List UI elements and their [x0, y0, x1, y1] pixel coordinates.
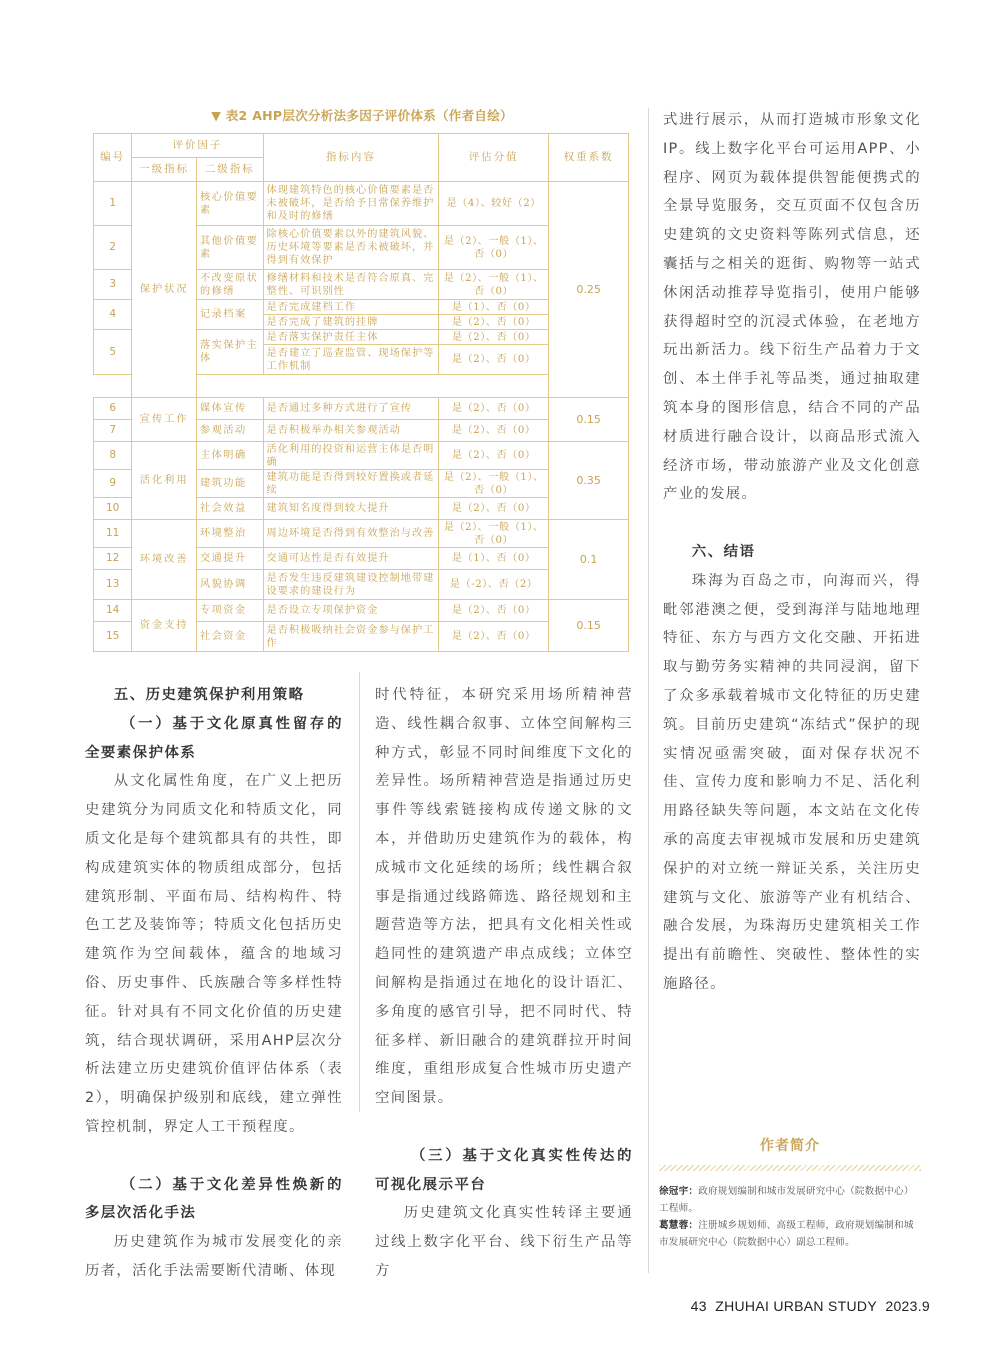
content-cell: 除核心价值要素以外的建筑风貌、历史环境等要素是否未被破坏，并得到有效保护: [263, 226, 439, 270]
score-cell: 是（2）、否（0）: [439, 442, 549, 470]
content-cell: 交通可达性是否有效提升: [263, 548, 439, 570]
row-number: 8: [94, 442, 132, 470]
level1-cell: 活化利用: [132, 442, 197, 520]
content-cell: 体现建筑特色的核心价值要素是否未被破坏，是否给予日常保养维护和及时的修缮: [263, 182, 439, 226]
level2-cell: 社会资金: [196, 622, 263, 652]
level2-cell: 交通提升: [196, 548, 263, 570]
content-cell: 建筑功能是否得到较好置换或者延续: [263, 470, 439, 498]
page-footer: [690, 1298, 930, 1314]
score-cell: 是（2）、一般（1）、否（0）: [439, 270, 549, 300]
row-number: 11: [94, 520, 132, 548]
score-cell: 是（2）、一般（1）、否（0）: [439, 470, 549, 498]
header-level1: 一级指标: [132, 158, 197, 182]
hatch-divider: [659, 1165, 921, 1171]
weight-cell: 0.25: [549, 182, 629, 398]
content-cell: 是否积极举办相关参观活动: [263, 420, 439, 442]
row-number: 7: [94, 420, 132, 442]
table-row: [94, 600, 629, 622]
row-number: 12: [94, 548, 132, 570]
subsection-3-body-start: 历史建筑文化真实性转译主要通过线上数字化平台、线下衍生产品等方: [375, 1205, 633, 1279]
section-6-title: 六、结语: [691, 543, 756, 560]
column-divider: [648, 108, 649, 1273]
content-cell: 是否通过多种方式进行了宣传: [263, 398, 439, 420]
header-level2: 二级指标: [196, 158, 263, 182]
score-cell: 是（2）、否（0）: [439, 622, 549, 652]
content-cell: 是否落实保护责任主体: [263, 330, 439, 345]
subsection-1-title: （一）基于文化原真性留存的全要素保护体系: [85, 715, 343, 761]
content-cell: 是否设立专项保护资金: [263, 600, 439, 622]
content-cell: 是否积极吸纳社会资金参与保护工作: [263, 622, 439, 652]
score-cell: 是（2）、否（0）: [439, 345, 549, 375]
weight-cell: 0.15: [549, 600, 629, 652]
content-cell: 建筑知名度得到较大提升: [263, 498, 439, 520]
content-cell: 是否建立了巡查监管、现场保护等工作机制: [263, 345, 439, 375]
level1-cell: 资金支持: [132, 600, 197, 652]
score-cell: 是（2）、否（0）: [439, 315, 549, 330]
header-factor: 评价因子: [132, 134, 263, 158]
author-entry: [659, 1183, 921, 1217]
text-column-3: [663, 106, 921, 999]
header-content: 指标内容: [263, 134, 439, 182]
subsection-1-body: 从文化属性角度，在广义上把历史建筑分为同质文化和特质文化，同质文化是每个建筑都具有的共性，即构成建筑实体的物质组成部分，包括建筑形制、平面布局、结构构件、特色工艺及装饰等；特质文化包括历史建筑作为空间载体，蕴含的地域习俗、历史事件、氏族融合等多样性特征。针对具有不同文化价值的历史建筑，结合现状调研，采用AHP层次分析法建立历史建筑价值评估体系（表2），明确保护级别和底线，建立弹性管控机制，界定人工干预程度。: [85, 773, 343, 1135]
level2-cell: 参观活动: [196, 420, 263, 442]
table-row: [94, 442, 629, 470]
level2-cell: 记录档案: [196, 300, 263, 330]
content-cell: 是否完成建档工作: [263, 300, 439, 315]
score-cell: 是（2）、否（0）: [439, 398, 549, 420]
score-cell: 是（1）、否（0）: [439, 300, 549, 315]
level2-cell: 主体明确: [196, 442, 263, 470]
score-cell: 是（2）、一般（1）、否（0）: [439, 226, 549, 270]
table-caption: ▼ 表2 AHP层次分析法多因子评价体系（作者自绘）: [211, 108, 513, 123]
table-row: [94, 520, 629, 548]
level2-cell: 落实保护主体: [196, 330, 263, 375]
row-number: 1: [94, 182, 132, 226]
row-number: 9: [94, 470, 132, 498]
table-row: [94, 182, 629, 226]
score-cell: 是（2）、否（0）: [439, 330, 549, 345]
level1-cell: 宣传工作: [132, 398, 197, 442]
header-number: 编号: [94, 134, 132, 182]
row-number: 3: [94, 270, 132, 300]
row-number: 6: [94, 398, 132, 420]
row-number: 4: [94, 300, 132, 330]
weight-cell: 0.35: [549, 442, 629, 520]
weight-cell: 0.15: [549, 398, 629, 442]
weight-cell: 0.1: [549, 520, 629, 600]
level2-cell: 风貌协调: [196, 570, 263, 600]
text-column-2: [375, 681, 633, 1286]
level2-cell: 核心价值要素: [196, 182, 263, 226]
ahp-evaluation-table: [93, 133, 629, 652]
header-score: 评估分值: [439, 134, 549, 182]
subsection-2-body-cont: 时代特征，本研究采用场所精神营造、线性耦合叙事、立体空间解构三种方式，彰显不同时间维度下文化的差异性。场所精神营造是指通过历史事件等线索链接构成传递文脉的文本，并借助历史建筑作为的载体，构成城市文化延续的场所；线性耦合叙事是指通过线路筛选、路径规划和主题营造等方法，把具有文化相关性或趋同性的建筑遗产串点成线；立体空间解构是指通过在地化的设计语汇、多角度的感官引导，把不同时代、特征多样、新旧融合的建筑群拉开时间维度，重组形成复合性城市历史遗产空间图景。: [375, 687, 633, 1107]
level2-cell: 专项资金: [196, 600, 263, 622]
row-number: 15: [94, 622, 132, 652]
score-cell: 是（2）、否（0）: [439, 498, 549, 520]
level1-cell: 保护状况: [132, 182, 197, 398]
level2-cell: 建筑功能: [196, 470, 263, 498]
subsection-3-body-cont: 式进行展示，从而打造城市形象文化IP。线上数字化平台可运用APP、小程序、网页为载体提供智能便携式的全景导览服务，交互页面不仅包含历史建筑的文史资料等陈列式信息，还囊括与之相关的逛街、购物等一站式休闲活动推荐导览指引，使用户能够获得超时空的沉浸式体验，在老地方玩出新活力。线下衍生产品着力于文创、本土伴手礼等品类，通过抽取建筑本身的图形信息，结合不同的产品材质进行融合设计，以商品形式流入经济市场，带动旅游产业及文化创意产业的发展。: [663, 112, 921, 503]
row-number: 14: [94, 600, 132, 622]
content-cell: 修缮材料和技术是否符合原真、完整性、可识别性: [263, 270, 439, 300]
score-cell: 是（2）、否（0）: [439, 420, 549, 442]
section-5-title: 五、历史建筑保护利用策略: [113, 687, 305, 703]
score-cell: 是（-2）、否（2）: [439, 570, 549, 600]
row-number: 2: [94, 226, 132, 270]
issue-date: 2023.9: [885, 1298, 930, 1314]
level2-cell: 环境整治: [196, 520, 263, 548]
score-cell: 是（2）、否（0）: [439, 600, 549, 622]
content-cell: 是否完成了建筑的挂牌: [263, 315, 439, 330]
page-number: 43: [690, 1298, 707, 1314]
subsection-3-title: （三）基于文化真实性传达的可视化展示平台: [375, 1147, 633, 1193]
row-number: 10: [94, 498, 132, 520]
author-entry: [659, 1217, 921, 1251]
author-desc: 政府规划编制和城市发展研究中心（院数据中心）工程师。: [659, 1186, 914, 1214]
text-column-1: [85, 681, 343, 1286]
level2-cell: 媒体宣传: [196, 398, 263, 420]
row-number: 13: [94, 570, 132, 600]
level2-cell: 社会效益: [196, 498, 263, 520]
content-cell: 周边环境是否得到有效整治与改善: [263, 520, 439, 548]
section-6-body: 珠海为百岛之市，向海而兴，得毗邻港澳之便，受到海洋与陆地地理特征、东方与西方文化交融、开拓进取与勤劳务实精神的共同浸润，留下了众多承载着城市文化特征的历史建筑。目前历史建筑“冻结式”保护的现实情况亟需突破，面对保存状况不佳、宣传力度和影响力不足、活化利用路径缺失等问题，本文站在文化传承的高度去审视城市发展和历史建筑保护的对立统一辩证关系，关注历史建筑与文化、旅游等产业有机结合、融合发展，为珠海历史建筑相关工作提出有前瞻性、突破性、整体性的实施路径。: [663, 572, 921, 992]
content-cell: 是否发生违反建筑建设控制地带建设要求的建设行为: [263, 570, 439, 600]
subsection-2-body-start: 历史建筑作为城市发展变化的亲历者，活化手法需要断代清晰、体现: [85, 1234, 343, 1279]
level1-cell: 环境改善: [132, 520, 197, 600]
score-cell: 是（4）、较好（2）: [439, 182, 549, 226]
author-name: 葛慧蓉：: [659, 1220, 699, 1231]
author-desc: 注册城乡规划师、高级工程师，政府规划编制和城市发展研究中心（院数据中心）副总工程师。: [659, 1220, 914, 1248]
author-intro: [655, 1135, 925, 1251]
score-cell: 是（2）、一般（1）、否（0）: [439, 520, 549, 548]
column-divider: [359, 672, 360, 1112]
journal-name: ZHUHAI URBAN STUDY: [715, 1298, 877, 1314]
header-weight: 权重系数: [549, 134, 629, 182]
table-row: [94, 398, 629, 420]
author-name: 徐冠宇：: [659, 1186, 699, 1197]
score-cell: 是（1）、否（0）: [439, 548, 549, 570]
level2-cell: 不改变原状的修缮: [196, 270, 263, 300]
author-intro-title: 作者简介: [760, 1138, 820, 1154]
content-cell: 活化利用的投资和运营主体是否明确: [263, 442, 439, 470]
subsection-2-title: （二）基于文化差异性焕新的多层次活化手法: [85, 1176, 343, 1222]
level2-cell: 其他价值要素: [196, 226, 263, 270]
row-number: 5: [94, 330, 132, 375]
